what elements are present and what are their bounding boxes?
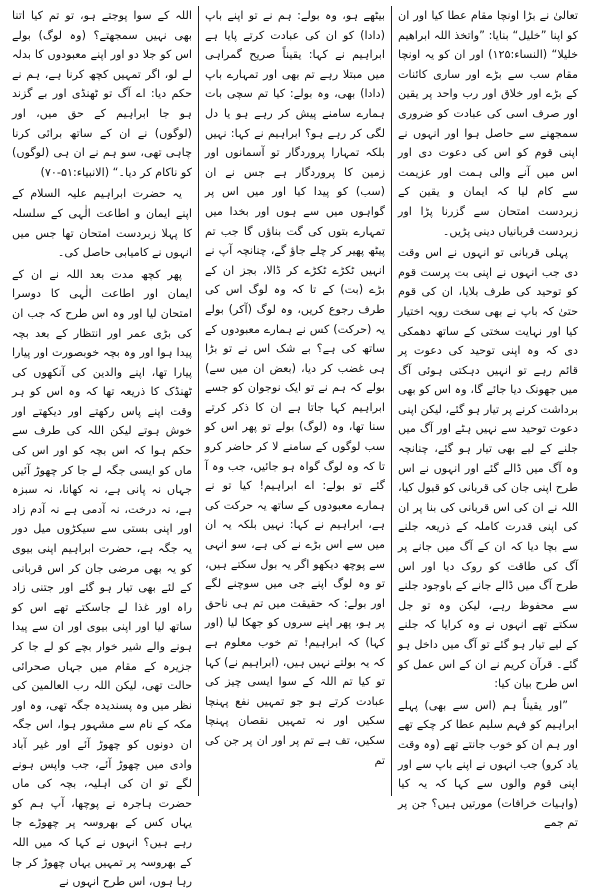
paragraph: پہلی قربانی تو انہوں نے اس وقت دی جب انہوں نے اپنی بت پرست قوم کو توحید کی طرف بلایا، ان کی قوم حتیٰ کہ باپ نے بھی سخت رویہ اختیار کیا اور نہایت سختی کے ساتھ دھمکی دی کہ وہ اپنی توحید کی دعوت پر قائم رہے تو انہیں دہکتی ہوئی آگ میں جھونک دیا جائے گا، وہ اس کو بھی برداشت کرنے پر تیار ہو گئے، لیکن اپنی دعوت توحید سے نہیں ہٹے اور آگ میں جلنے کے لیے بھی تیار ہو گئے، چنانچہ وہ آگ میں ڈالے گئے اور انہوں نے اس طرح اپنی جان کی قربانی کو قبول کیا، اللہ نے ان کی اس قربانی کی بنا پر ان کی اپنی قدرت کاملہ کے ذریعہ جلنے سے بچا دیا کہ ان کے آگ میں جانے پر آگ کی طاقت کو روک دیا اور اس طرح آگ میں ڈالے جانے کے باوجود جلنے سے محفوظ رہے، لیکن وہ تو جل سکتے تھے انہوں نے وہ کرایا کہ جلنے کے لیے تیار ہو گئے تو آگ میں داخل ہو گئے۔ قرآن کریم نے ان کے اس عمل کو اس طرح بیان کیا: xyxy=(398,246,578,691)
paragraph: پھر کچھ مدت بعد اللہ نے ان کے ایمان اور اطاعت الٰہی کا دوسرا امتحان لیا اور وہ اس طرح کہ جب ان کی بڑی عمر اور انتظار کے بعد بچہ پیدا ہوا اور وہ بچہ خوبصورت اور پیارا پیارا تھا، اپنے والدین کی آنکھوں کی ٹھنڈک کا ذریعہ تھا کہ وہ اس کو ہر وقت اپنے پاس رکھتے اور دیکھتے اور خوش ہوتے لیکن اللہ کی طرف سے حکم ہوا کہ اس بچہ کو اور اس کی ماں کو ایسی جگہ لے جا کر چھوڑ آئیں جہاں نہ پانی ہے، نہ کھانا، نہ سبزہ ہے، نہ درخت، نہ آدمی ہے نہ آدم زاد اور اپنی بستی سے سیکڑوں میل دور یہ جگہ ہے، حضرت ابراہیم اپنی بیوی کو یہ بھی مرضی جان کر اس قربانی کے لئے بھی تیار ہو گئے اور جتنی زاد راہ اور غذا لے جاسکتے تھے اس کو ساتھ لیا اور اپنی بیوی اور ان سے پیدا ہونے والے شیر خوار بچے کو لے جا کر جزیرہ کے مقام میں جہاں صحرائی حالت تھی، لیکن اللہ رب العالمین کی نظر میں وہ پسندیدہ جگہ تھی، وہ اور مکہ کے نام سے مشہور ہوا، اس جگہ ان دونوں کو چھوڑ آئے اور غیر آباد وادی میں چھوڑ آئے، جب واپس ہونے لگے تو ان کی اہلیہ، بچہ کی ماں حضرت ہاجرہ نے پوچھا، آپ ہم کو یہاں کس کے بھروسہ پر چھوڑے جا رہے ہیں؟ انہوں نے کہا کہ میں اللہ کے بھروسہ پر تمہیں یہاں چھوڑ کر جا رہا ہوں، اس طرح انہوں نے xyxy=(12,267,192,889)
paragraph: تعالیٰ نے بڑا اونچا مقام عطا کیا اور ان کو اپنا ”خلیل“ بنایا: ”واتخذ اللہ ابراھیم خلیلا“ (النساء:۱۲۵) اور ان کو یہ اونچا مقام سب سے بڑے اور ساری کائنات کے بڑے اور خلاق اور رب واحد پر یقین اور صرف اسی کی عبادت کو ضروری سمجھنے سے حاصل ہوا اور انہوں نے اپنی قوم کو اس کی دعوت دی اور اس میں آنے والی ہمت اور عزیمت سے کام لیا کہ ایمان و یقین کے زبردست امتحان سے گزرنا پڑا اور زبردست قربانیاں دینی پڑیں۔ xyxy=(398,9,578,238)
paragraph: اللہ کے سوا پوجتے ہو، تو تم کیا اتنا بھی نہیں سمجھتے؟ (وہ لوگ) بولے اس کو جلا دو اور اپنے معبودوں کا بدلہ لے لو، اگر تمہیں کچھ کرنا ہے، ہم نے حکم دیا: اے آگ تو ٹھنڈی اور بے گزند ہو جا ابراہیم کے حق میں، اور (لوگوں) نے ان کے ساتھ برائی کرنا چاہی تھی، سو ہم نے ان ہی (لوگوں) کو ناکام کر دیا۔“ (الانبیاء:۵۱-۷۰) xyxy=(12,9,192,179)
text-column-middle xyxy=(199,6,392,796)
paragraph: بیٹھے ہو، وہ بولے: ہم نے تو اپنے باپ (دادا) کو ان کی عبادت کرتے پایا ہے ابراہیم نے کہا: یقیناً صریح گمراہی میں مبتلا رہے تم بھی اور تمہارے باپ (دادا) بھی، وہ بولے: کیا تم سچی بات ہمارے سامنے پیش کر رہے ہو یا دل لگی کر رہے ہو؟ ابراہیم نے کہا: نہیں بلکہ تمہارا پروردگار تو آسمانوں اور زمین کا پروردگار ہے جس نے ان (سب) کو پیدا کیا اور میں اس پر گواہوں میں سے ہوں اور بخدا میں تمہارے بتوں کی گت بناؤں گا جب تم پیٹھ پھیر کر چلے جاؤ گے، چنانچہ آپ نے انہیں ٹکڑے ٹکڑے کر ڈالا، بجز ان کے بڑے (بت) کے تا کہ وہ لوگ اس کی طرف رجوع کریں، وہ لوگ (آکر) بولے یہ (حرکت) کس نے ہمارے معبودوں کے ساتھ کی ہے؟ بے شک اس نے تو بڑا ہی غضب کر دیا، (بعض ان میں سے) بولے کہ ہم نے تو ایک نوجوان کو جسے ابراہیم کہا جاتا ہے ان کا ذکر کرتے سنا تھا، وہ (لوگ) بولے تو پھر اس کو سب لوگوں کے سامنے لا کر حاضر کرو تا کہ وہ لوگ گواہ ہو جائیں، جب وہ آ گئے تو بولے: اے ابراہیم! کیا تو نے ہمارے معبودوں کے ساتھ یہ حرکت کی ہے، ابراہیم نے کہا: نہیں بلکہ یہ ان میں سے اس بڑے نے کی ہے، سو انہی سے پوچھ دیکھو اگر یہ بول سکتے ہیں، تو وہ لوگ اپنے جی میں سوچنے لگے اور بولے: کہ حقیقت میں تم ہی ناحق پر ہو، پھر اپنے سروں کو جھکا لیا (اور کہا) کہ ابراہیم! تم خوب معلوم ہے کہ یہ بولتے نہیں ہیں، (ابراہیم نے) کہا تو کیا تم اللہ کے سوا ایسی چیز کی عبادت کرتے ہو جو تمہیں نفع پہنچا سکیں اور نہ تمہیں نقصان پہنچا سکیں، تف ہے تم پر اور ان پر جن کی تم xyxy=(205,9,385,767)
text-column-left xyxy=(6,6,199,889)
text-column-right xyxy=(392,6,584,830)
paragraph: یہ حضرت ابراہیم علیہ السلام کے اپنے ایمان و اطاعت الٰہی کے سلسلہ کا پہلا زبردست امتحان تھا جس میں انہوں نے کامیابی حاصل کی۔ xyxy=(12,187,192,260)
paragraph: ”اور یقیناً ہم (اس سے بھی) پہلے ابراہیم کو فہم سلیم عطا کر چکے تھے اور ہم ان کو خوب جانتے تھے (وہ وقت یاد کرو) جب انہوں نے اپنے باپ سے اور اپنی قوم والوں سے کہا کہ یہ کیا (واہیات خرافات) مورتیں ہیں؟ جن پر تم جمے xyxy=(398,698,578,830)
